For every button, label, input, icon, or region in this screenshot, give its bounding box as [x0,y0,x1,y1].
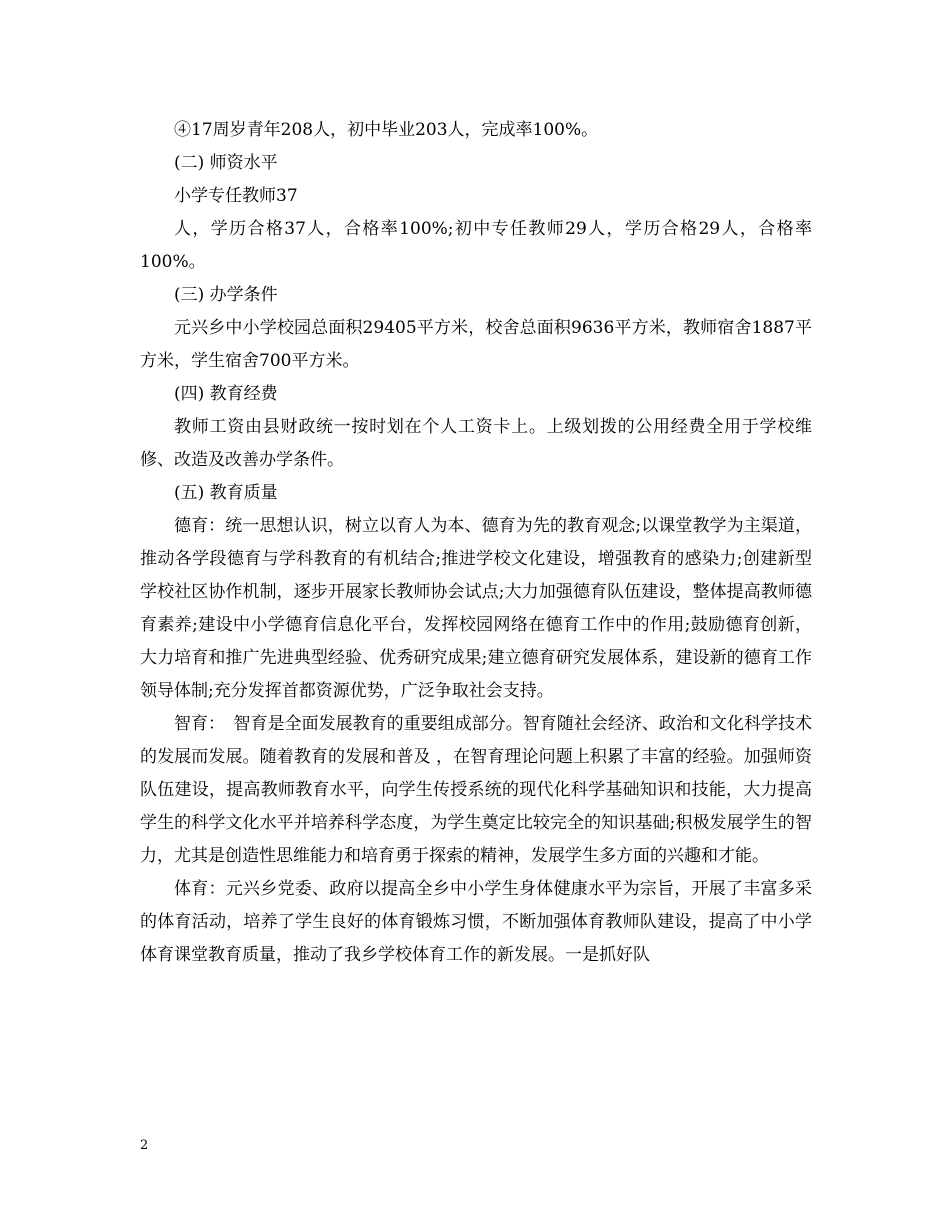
paragraph-funding: 教师工资由县财政统一按时划在个人工资卡上。上级划拨的公用经费全用于学校维修、改造及改善办学条件。 [140,417,812,470]
paragraph-completion-rate: ④17周岁青年208人，初中毕业203人，完成率100%。 [174,120,599,140]
section-heading-teacher-level: (二) 师资水平 [174,153,278,173]
section-heading-education-funding: (四) 教育经费 [174,384,278,404]
paragraph-primary-teachers: 小学专任教师37 [174,186,298,206]
paragraph-physical-education: 体育：元兴乡党委、政府以提高全乡中小学生身体健康水平为宗旨，开展了丰富多采的体育活动，培养了学生良好的体育锻炼习惯，不断加强体育教师队建设，提高了中小学体育课堂教育质量，推动了我乡学校体育工作的新发展。一是抓好队 [140,879,812,965]
section-heading-education-quality: (五) 教育质量 [174,483,278,503]
page-number: 2 [140,1138,149,1153]
section-heading-school-conditions: (三) 办学条件 [174,285,278,305]
paragraph-teacher-qualification: 人，学历合格37人，合格率100%;初中专任教师29人，学历合格29人，合格率100%。 [140,219,812,272]
paragraph-intellectual-education: 智育： 智育是全面发展教育的重要组成部分。智育随社会经济、政治和文化科学技术的发展而发展。随着教育的发展和普及 ，在智育理论问题上积累了丰富的经验。加强师资队伍建设，提高教师教育水平，向学生传授系统的现代化科学基础知识和技能，大力提高学生的科学文化水平并培养科学态度，为学生奠定比较完全的知识基础;积极发展学生的智力，尤其是创造性思维能力和培育勇于探索的精神，发展学生多方面的兴趣和才能。 [140,714,812,866]
paragraph-school-area: 元兴乡中小学校园总面积29405平方米，校舍总面积9636平方米，教师宿舍1887平方米，学生宿舍700平方米。 [140,318,812,371]
paragraph-moral-education: 德育：统一思想认识，树立以育人为本、德育为先的教育观念;以课堂教学为主渠道，推动各学段德育与学科教育的有机结合;推进学校文化建设，增强教育的感染力;创建新型学校社区协作机制，逐步开展家长教师协会试点;大力加强德育队伍建设，整体提高教师德育素养;建设中小学德育信息化平台，发挥校园网络在德育工作中的作用;鼓励德育创新，大力培育和推广先进典型经验、优秀研究成果;建立德育研究发展体系，建设新的德育工作领导体制;充分发挥首都资源优势，广泛争取社会支持。 [140,516,812,701]
document-body [140,114,812,972]
